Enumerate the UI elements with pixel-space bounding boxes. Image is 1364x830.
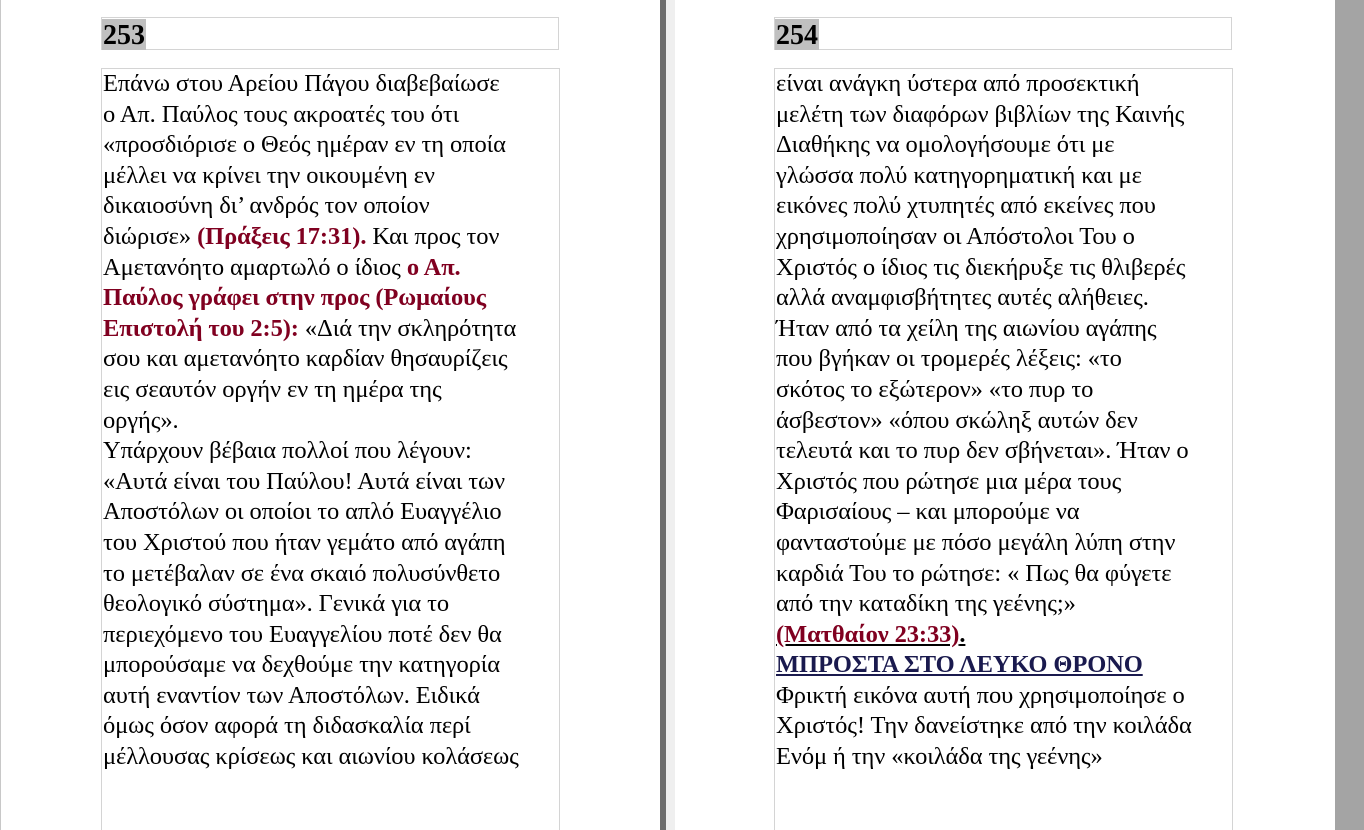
page-text-box[interactable]: [101, 68, 560, 830]
bible-reference: ο Απ. Παύλος γράφει στην προς (Ρωμαίους Επιστολή του 2:5):: [103, 253, 486, 342]
page-header-box: [774, 17, 1232, 50]
text-run: Και προς τον Αμετανόητο αμαρτωλό ο ίδιος: [103, 222, 500, 281]
section-heading: ΜΠΡΟΣΤΑ ΣΤΟ ΛΕΥΚΟ ΘΡΟΝΟ: [776, 651, 1143, 679]
paragraph: [776, 681, 1232, 773]
text-run: Φρικτή εικόνα αυτή που χρησιμοποίησε ο Χριστός! Την δανείστηκε από την κοιλάδα Ενόμ ή την «κοιλάδα της γεένης»: [776, 681, 1192, 771]
text-run: .: [959, 620, 966, 648]
page-number: 254: [776, 20, 818, 51]
page-text-box[interactable]: [774, 68, 1233, 830]
bible-reference: (Ματθαίον 23:33): [776, 620, 960, 648]
bible-reference: (Πράξεις 17:31).: [197, 222, 367, 250]
workspace-background: [1335, 0, 1364, 830]
paragraph: [103, 69, 559, 436]
paragraph: [776, 69, 1232, 650]
page-gutter: [666, 0, 675, 830]
page-header-box: [101, 17, 559, 50]
document-page-left[interactable]: [0, 0, 660, 830]
document-page-right[interactable]: [675, 0, 1335, 830]
page-number: 253: [103, 20, 145, 51]
text-run: Υπάρχουν βέβαια πολλοί που λέγουν: «Αυτά είναι του Παύλου! Αυτά είναι των Αποστόλων οι οποίοι το απλό Ευαγγέλιο του Χριστού που ήταν γεμάτο από αγάπη το μετέβαλαν σε ένα σκαιό πολυσύνθετο θεολογικό σύστημα». Γενικά για το περιεχόμενο του Ευαγγελίου ποτέ δεν θα μπορούσαμε να δεχθούμε την κατηγορία αυτή εναντίον των Αποστόλων. Ειδικά όμως όσον αφορά τη διδασκαλία περί μέλλουσας κρίσεως και αιωνίου κολάσεως: [103, 437, 519, 771]
text-run: Επάνω στου Αρείου Πάγου διαβεβαίωσε ο Απ. Παύλος τους ακροατές του ότι «προσδιόρισε ο Θεός ημέραν εν τη οποία μέλλει να κρίνει την οικουμένη εν δικαιοσύνη δι’ ανδρός τον οποίον διώρισε»: [103, 70, 506, 250]
section-heading-paragraph: [776, 650, 1232, 681]
paragraph: [103, 436, 559, 773]
text-run: «Διά την σκληρότητα σου και αμετανόητο καρδίαν θησαυρίζεις εις σεαυτόν οργήν εν τη ημέρα της οργής».: [103, 314, 517, 434]
text-run: είναι ανάγκη ύστερα από προσεκτική μελέτη των διαφόρων βιβλίων της Καινής Διαθήκης να ομολογήσουμε ότι με γλώσσα πολύ κατηγορηματική και με εικόνες πολύ χτυπητές από εκείνες που χρησιμοποίησαν οι Απόστολοι Του ο Χριστός ο ίδιος τις διεκήρυξε τις θλιβερές αλλά αναμφισβήτητες αυτές αλήθειες. Ήταν από τα χείλη της αιωνίου αγάπης που βγήκαν οι τρομερές λέξεις: «το σκότος το εξώτερον» «το πυρ το άσβεστον» «όπου σκώληξ αυτών δεν τελευτά και το πυρ δεν σβήνεται». Ήταν ο Χριστός που ρώτησε μια μέρα τους Φαρισαίους – και μπορούμε να φανταστούμε με πόσο μεγάλη λύπη στην καρδιά Του το ρώτησε: « Πως θα φύγετε από την καταδίκη της γεένης;»: [776, 70, 1189, 618]
